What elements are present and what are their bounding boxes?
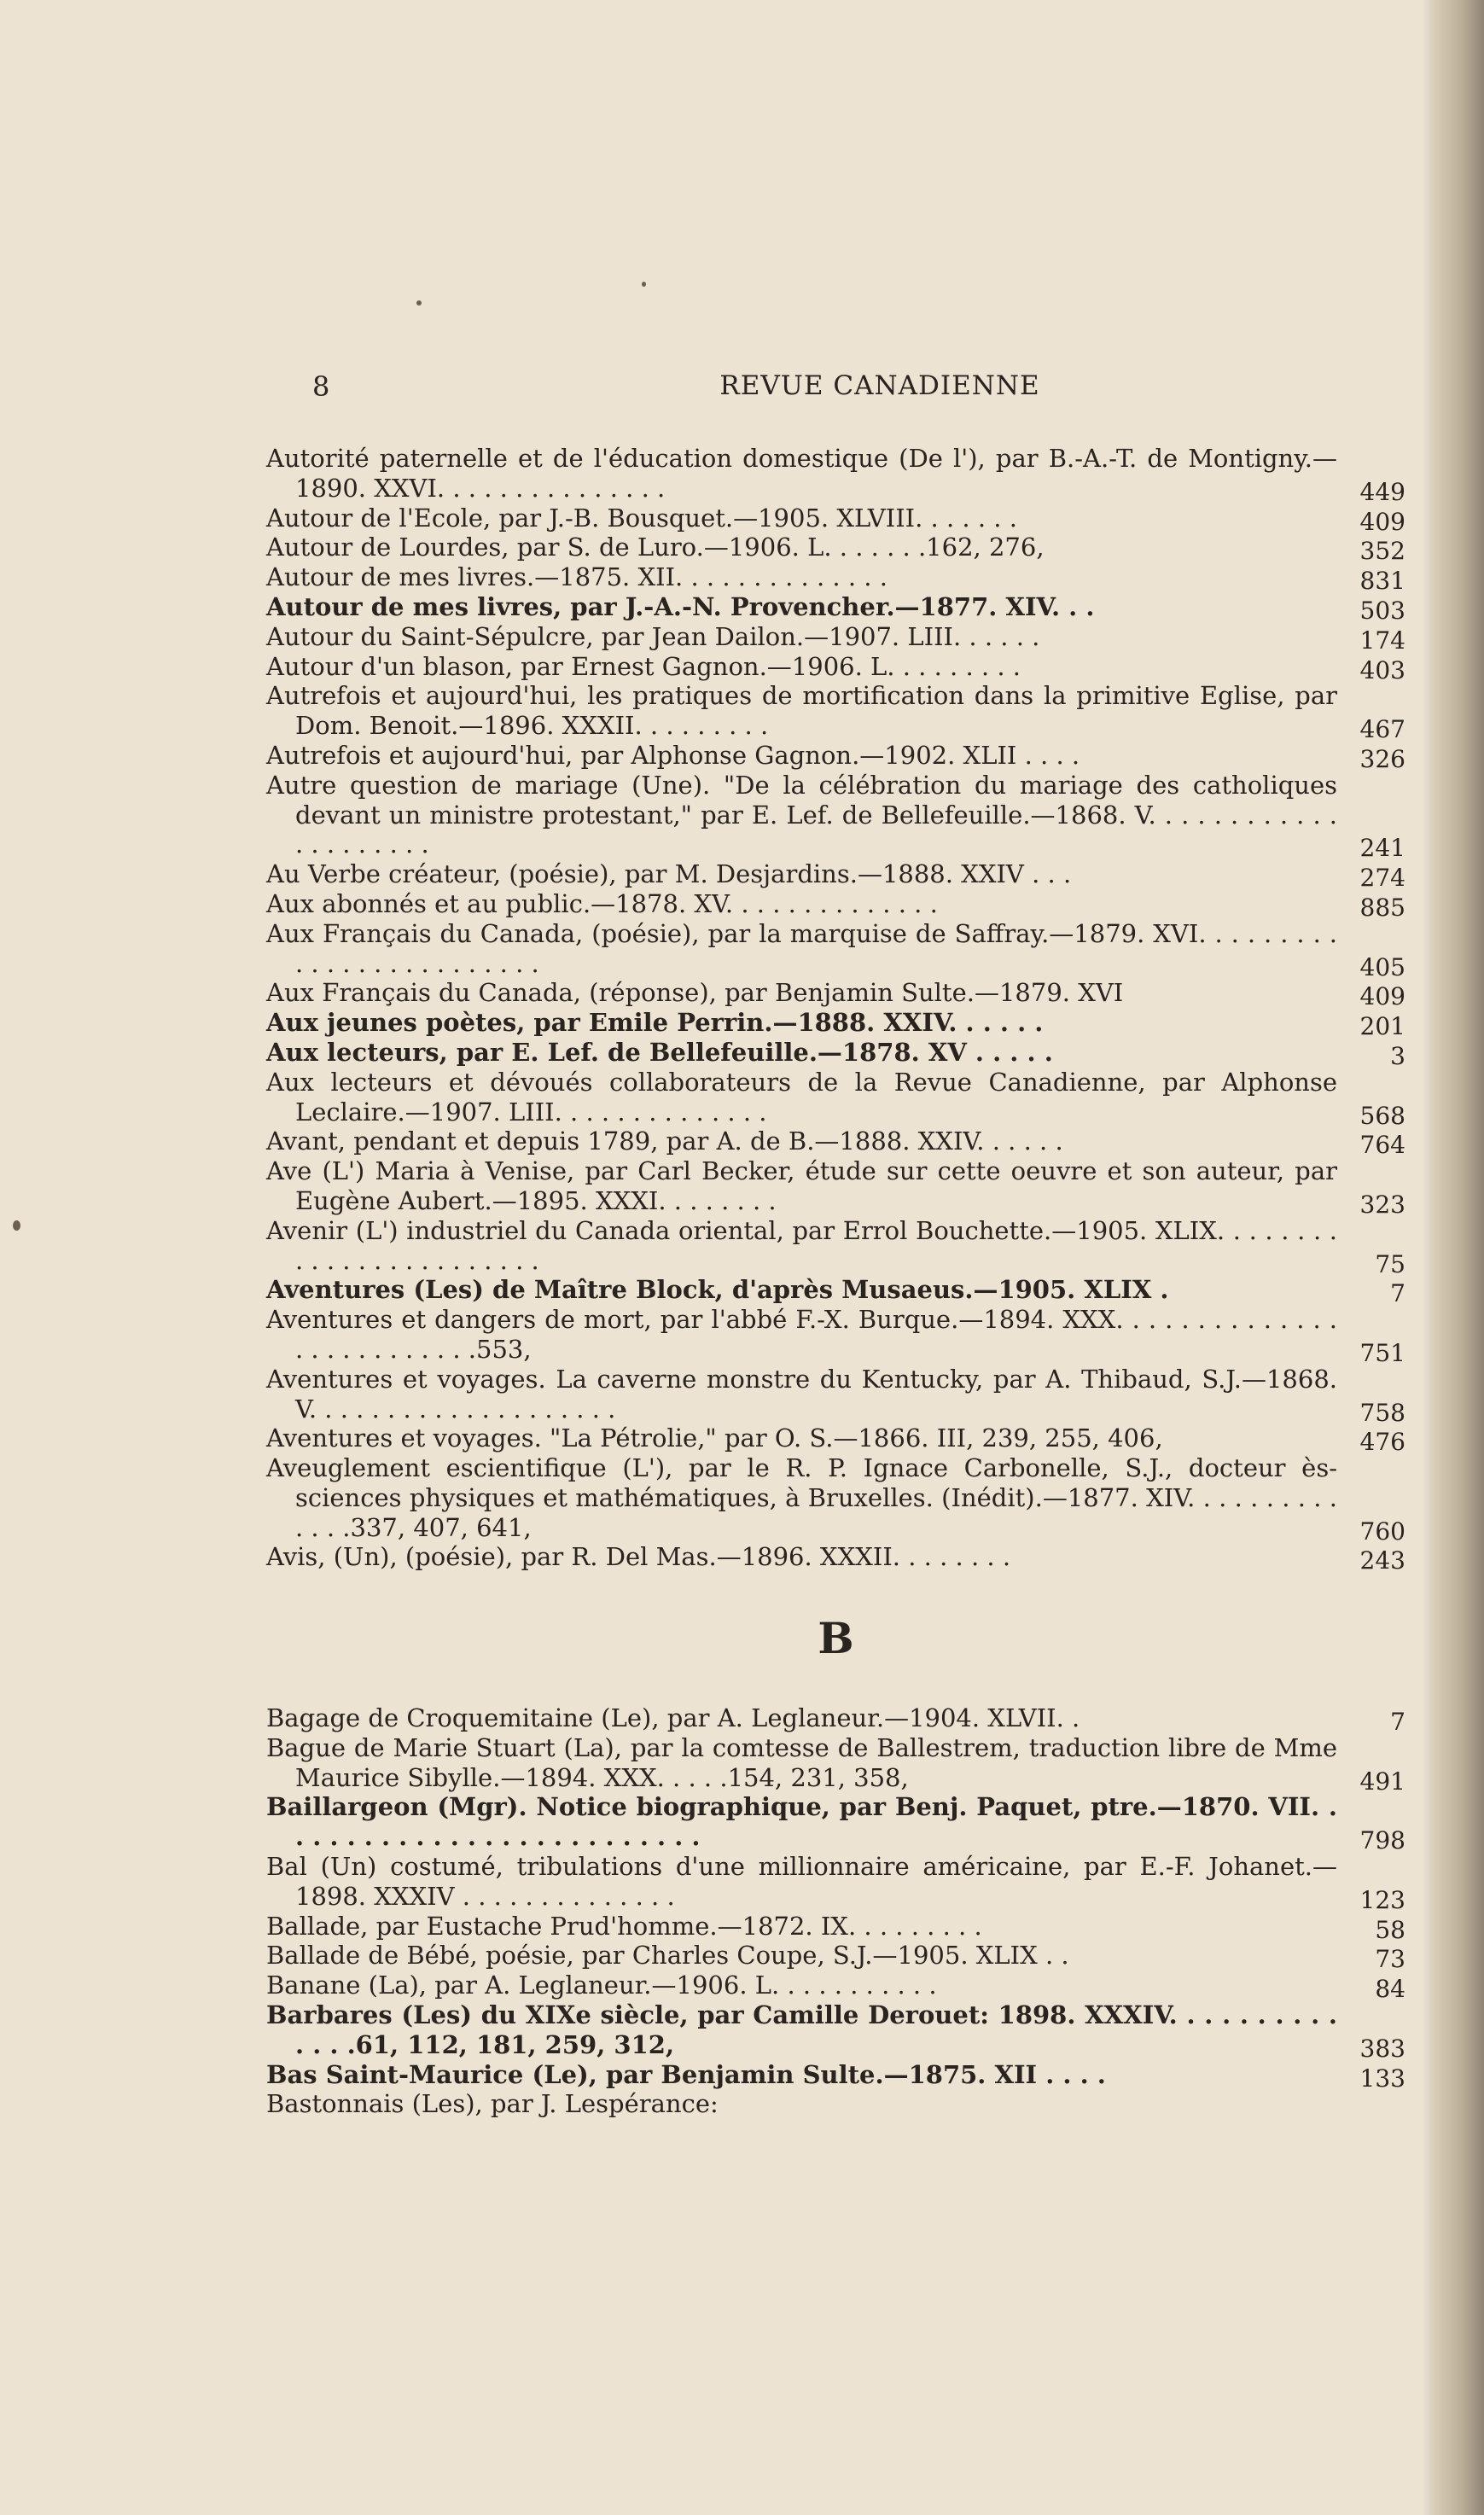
entry-page-number: 58 bbox=[1375, 1915, 1405, 1944]
entry-page-number: 751 bbox=[1359, 1338, 1405, 1367]
index-entry bbox=[266, 444, 1405, 504]
entry-page-number: 73 bbox=[1375, 1945, 1405, 1974]
index-entry bbox=[266, 1364, 1405, 1427]
entry-title: Aventures et voyages. "La Pétrolie," par O. S.—1866. III, 239, 255, 406, bbox=[266, 1423, 1163, 1453]
index-entry bbox=[266, 1912, 1405, 1942]
index-entry bbox=[266, 533, 1405, 566]
entry-page-number: 503 bbox=[1359, 596, 1405, 625]
entry-title: Autour de l'Ecole, par J.-B. Bousquet.—1905. XLVIII. . . . . . . bbox=[266, 503, 1017, 533]
entry-title: Aventures (Les) de Maître Block, d'après Musaeus.—1905. XLIX . bbox=[266, 1275, 1169, 1305]
entry-page-number: 405 bbox=[1359, 952, 1405, 981]
entry-page-number: 123 bbox=[1359, 1885, 1405, 1914]
entry-page-number: 3 bbox=[1390, 1041, 1405, 1070]
entry-page-number: 243 bbox=[1359, 1546, 1405, 1575]
entry-title: Avis, (Un), (poésie), par R. Del Mas.—1896. XXXII. . . . . . . . bbox=[266, 1542, 1011, 1572]
index-entry bbox=[266, 1453, 1405, 1546]
entry-title: Avenir (L') industriel du Canada oriental, par Errol Bouchette.—1905. XLIX. . . . . . . . . . . . . . . . . . . . . . . . bbox=[266, 1215, 1337, 1275]
entry-page-number: 7 bbox=[1390, 1708, 1405, 1736]
index-entry bbox=[266, 1971, 1405, 2004]
entry-page-number: 467 bbox=[1359, 715, 1405, 744]
entry-title: Bague de Marie Stuart (La), par la comtesse de Ballestrem, traduction libre de Mme Maurice Sibylle.—1894. XXX. . . . .154, 231, 358, bbox=[266, 1732, 1337, 1792]
entry-page-number: 568 bbox=[1359, 1101, 1405, 1130]
entry-title: Autour de Lourdes, par S. de Luro.—1906. L. . . . . . .162, 276, bbox=[266, 533, 1045, 562]
entry-title: Bas Saint-Maurice (Le), par Benjamin Sulte.—1875. XII . . . . bbox=[266, 2059, 1106, 2089]
entry-title: Bagage de Croquemitaine (Le), par A. Leglaneur.—1904. XLVII. . bbox=[266, 1703, 1080, 1732]
paper-speck bbox=[416, 300, 422, 306]
index-entry bbox=[266, 503, 1405, 536]
entry-title: Baillargeon (Mgr). Notice biographique, par Benj. Paquet, ptre.—1870. VII. . . . . . . . . . . . . . . . . . . . . . . . . . bbox=[266, 1792, 1337, 1852]
entry-page-number: 84 bbox=[1375, 1975, 1405, 2004]
index-entry bbox=[266, 1038, 1405, 1068]
entry-page-number: 201 bbox=[1359, 1012, 1405, 1041]
index-entry bbox=[266, 681, 1405, 744]
entry-title: Autre question de mariage (Une). "De la célébration du mariage des catholiques devant un ministre protestant," par E. Lef. de Bellefeuille.—1868. V. . . . . . . . . . . . . . . . . . . . . bbox=[266, 770, 1337, 859]
index-entry bbox=[266, 562, 1405, 596]
entry-title: Bastonnais (Les), par J. Lespérance: bbox=[266, 2089, 719, 2119]
entry-title: Au Verbe créateur, (poésie), par M. Desjardins.—1888. XXIV . . . bbox=[266, 859, 1072, 889]
index-entry bbox=[266, 770, 1405, 863]
entry-page-number: 7 bbox=[1390, 1279, 1405, 1308]
index-entry bbox=[266, 2059, 1405, 2093]
entry-page-number: 403 bbox=[1359, 655, 1405, 684]
entry-title: Aventures et voyages. La caverne monstre du Kentucky, par A. Thibaud, S.J.—1868. V. . . . . . . . . . . . . . . . . . . . bbox=[266, 1364, 1337, 1423]
entry-title: Autour d'un blason, par Ernest Gagnon.—1906. L. . . . . . . . . bbox=[266, 651, 1021, 681]
index-entry bbox=[266, 888, 1405, 922]
entry-title: Bal (Un) costumé, tribulations d'une millionnaire américaine, par E.-F. Johanet.—1898. XXXIV . . . . . . . . . . . . . . bbox=[266, 1851, 1337, 1911]
section-letter-heading: B bbox=[818, 1613, 854, 1663]
entry-title: Autour de mes livres.—1875. XII. . . . . . . . . . . . . . bbox=[266, 562, 887, 592]
entry-title: Aux lecteurs, par E. Lef. de Bellefeuille.—1878. XV . . . . . bbox=[266, 1037, 1053, 1067]
index-section-a bbox=[266, 444, 1405, 1575]
entry-title: Banane (La), par A. Leglaneur.—1906. L. . . . . . . . . . . bbox=[266, 1971, 937, 2000]
index-entry bbox=[266, 1542, 1405, 1575]
entry-page-number: 241 bbox=[1359, 834, 1405, 863]
running-head: REVUE CANADIENNE bbox=[719, 370, 1040, 401]
index-entry bbox=[266, 2089, 1405, 2119]
entry-page-number: 174 bbox=[1359, 626, 1405, 655]
index-entry bbox=[266, 1792, 1405, 1855]
entry-title: Autour de mes livres, par J.-A.-N. Provencher.—1877. XIV. . . bbox=[266, 591, 1095, 621]
entry-title: Aux Français du Canada, (réponse), par Benjamin Sulte.—1879. XVI bbox=[266, 978, 1124, 1008]
entry-page-number: 75 bbox=[1375, 1249, 1405, 1278]
entry-page-number: 885 bbox=[1359, 893, 1405, 922]
index-entry bbox=[266, 2000, 1405, 2063]
entry-title: Ave (L') Maria à Venise, par Carl Becker, étude sur cette oeuvre et son auteur, par Eugène Aubert.—1895. XXXI. . . . . . . . bbox=[266, 1156, 1337, 1215]
page-number: 8 bbox=[312, 370, 330, 403]
index-entry bbox=[266, 621, 1405, 655]
entry-title: Aux Français du Canada, (poésie), par la marquise de Saffray.—1879. XVI. . . . . . . . . . . . . . . . . . . . . . . . . bbox=[266, 918, 1337, 978]
entry-page-number: 323 bbox=[1359, 1190, 1405, 1219]
index-entry bbox=[266, 741, 1405, 771]
entry-page-number: 798 bbox=[1359, 1826, 1405, 1855]
index-entry bbox=[266, 1275, 1405, 1308]
entry-page-number: 764 bbox=[1359, 1131, 1405, 1160]
index-entry bbox=[266, 859, 1405, 893]
entry-page-number: 352 bbox=[1359, 537, 1405, 566]
index-entry bbox=[266, 1423, 1405, 1457]
entry-page-number: 326 bbox=[1359, 744, 1405, 773]
index-entry bbox=[266, 1852, 1405, 1912]
index-entry bbox=[266, 1216, 1405, 1276]
index-entry bbox=[266, 591, 1405, 625]
entry-page-number: 409 bbox=[1359, 982, 1405, 1011]
index-entry bbox=[266, 1127, 1405, 1160]
entry-title: Autrefois et aujourd'hui, par Alphonse Gagnon.—1902. XLII . . . . bbox=[266, 740, 1080, 770]
index-entry bbox=[266, 1156, 1405, 1219]
entry-page-number: 409 bbox=[1359, 507, 1405, 536]
index-section-b bbox=[266, 1703, 1405, 2119]
entry-page-number: 760 bbox=[1359, 1517, 1405, 1546]
index-entry bbox=[266, 919, 1405, 979]
entry-title: Aux lecteurs et dévoués collaborateurs de la Revue Canadienne, par Alphonse Leclaire.—1907. LIII. . . . . . . . . . . . . . bbox=[266, 1067, 1337, 1127]
entry-title: Barbares (Les) du XIXe siècle, par Camille Derouet: 1898. XXXIV. . . . . . . . . . . . . .61, 112, 181, 259, 312, bbox=[266, 2000, 1337, 2059]
paper-speck bbox=[13, 1220, 20, 1231]
entry-title: Aux jeunes poètes, par Emile Perrin.—1888. XXIV. . . . . . bbox=[266, 1008, 1044, 1038]
entry-page-number: 449 bbox=[1359, 477, 1405, 506]
entry-page-number: 476 bbox=[1359, 1428, 1405, 1457]
paper-speck bbox=[642, 282, 646, 287]
entry-title: Ballade, par Eustache Prud'homme.—1872. IX. . . . . . . . . bbox=[266, 1911, 982, 1941]
entry-title: Autrefois et aujourd'hui, les pratiques de mortification dans la primitive Eglise, par Dom. Benoit.—1896. XXXII. . . . . . . . . bbox=[266, 681, 1337, 741]
index-entry bbox=[266, 652, 1405, 682]
index-entry bbox=[266, 1732, 1405, 1796]
entry-title: Aveuglement escientifique (L'), par le R. P. Ignace Carbonelle, S.J., docteur ès-sciences physiques et mathématiques, à Bruxelles. (Inédit).—1877. XIV. . . . . . . . . . . . . .337, 407, 641, bbox=[266, 1453, 1337, 1542]
entry-page-number: 491 bbox=[1359, 1767, 1405, 1796]
index-entry bbox=[266, 1703, 1405, 1736]
entry-title: Avant, pendant et depuis 1789, par A. de B.—1888. XXIV. . . . . . bbox=[266, 1127, 1063, 1156]
entry-page-number: 274 bbox=[1359, 864, 1405, 893]
entry-page-number: 831 bbox=[1359, 567, 1405, 596]
index-entry bbox=[266, 1941, 1405, 1974]
index-entry bbox=[266, 1008, 1405, 1041]
entry-title: Autour du Saint-Sépulcre, par Jean Dailon.—1907. LIII. . . . . . bbox=[266, 621, 1040, 651]
index-entry bbox=[266, 1067, 1405, 1130]
entry-title: Aux abonnés et au public.—1878. XV. . . . . . . . . . . . . . bbox=[266, 888, 938, 918]
entry-title: Ballade de Bébé, poésie, par Charles Coupe, S.J.—1905. XLIX . . bbox=[266, 1941, 1069, 1971]
entry-page-number: 383 bbox=[1359, 2034, 1405, 2063]
entry-title: Autorité paternelle et de l'éducation domestique (De l'), par B.-A.-T. de Montigny.—1890. XXVI. . . . . . . . . . . . . . . bbox=[266, 444, 1337, 503]
index-entry bbox=[266, 1305, 1405, 1365]
entry-title: Aventures et dangers de mort, par l'abbé F.-X. Burque.—1894. XXX. . . . . . . . . . . . . . . . . . . . . . . . . .553, bbox=[266, 1305, 1337, 1364]
index-entry bbox=[266, 978, 1405, 1011]
entry-page-number: 758 bbox=[1359, 1398, 1405, 1427]
entry-page-number: 133 bbox=[1359, 2064, 1405, 2093]
page-header bbox=[312, 370, 1447, 408]
